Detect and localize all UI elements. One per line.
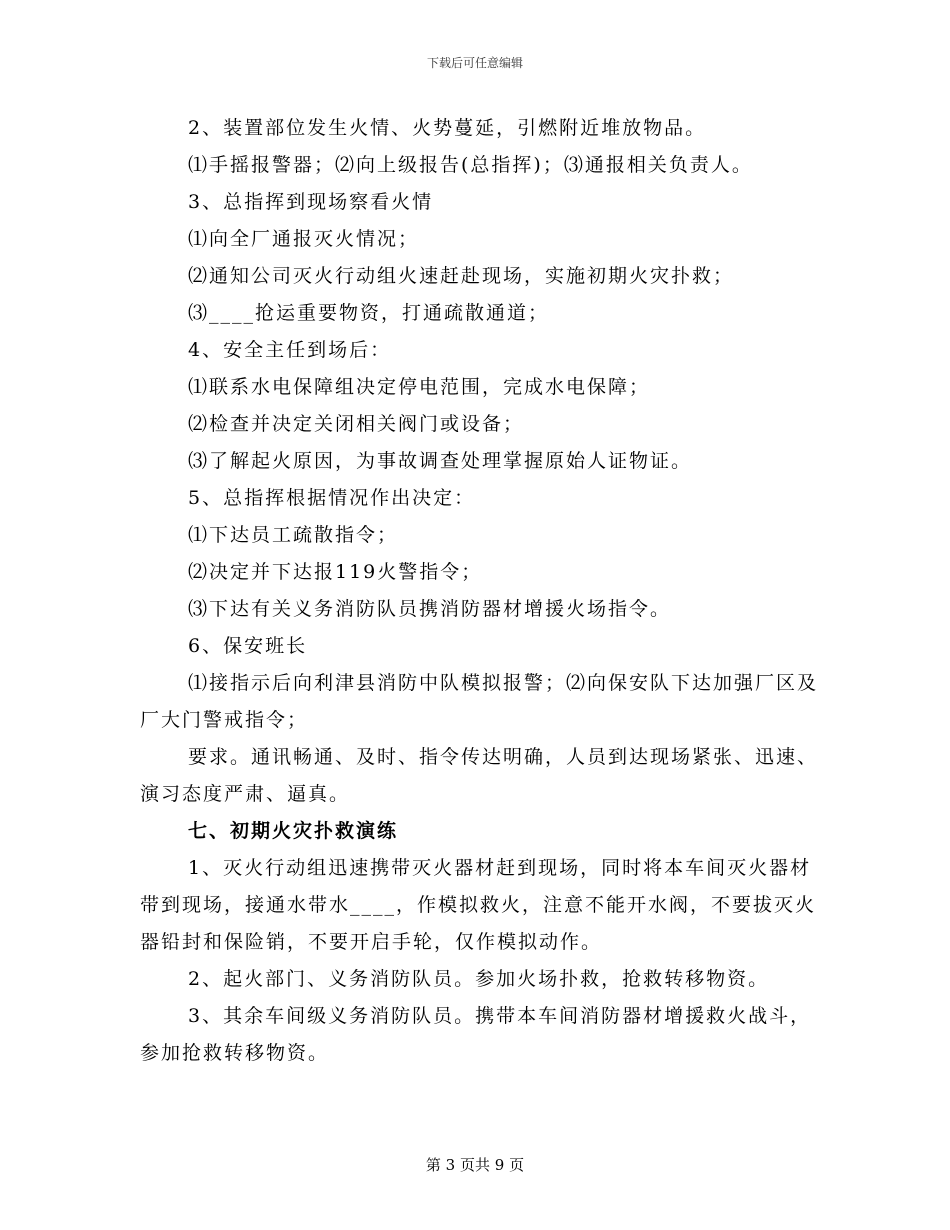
paragraph-sub: ⑶了解起火原因，为事故调查处理掌握原始人证物证。 [188,450,693,472]
paragraph-sub: ⑵决定并下达报119火警指令； [188,561,483,583]
paragraph-sub: ⑴接指示后向利津县消防中队模拟报警；⑵向保安队下达加强厂区及厂大门警戒指令； [140,672,819,731]
paragraph-sub: ⑵通知公司灭火行动组火速赶赴现场，实施初期火灾扑救； [188,265,735,287]
paragraph-item-3: 3、总指挥到现场察看火情 [188,191,434,213]
paragraph-item-2: 2、装置部位发生火情、火势蔓延，引燃附近堆放物品。 [188,117,707,139]
document-body [140,110,820,1072]
paragraph-requirement: 要求。通讯畅通、及时、指令传达明确，人员到达现场紧张、迅速、演习态度严肃、逼真。 [140,746,819,805]
paragraph-sub: ⑴联系水电保障组决定停电范围，完成水电保障； [188,376,651,398]
paragraph-sub: ⑶____抢运重要物资，打通疏散通道； [188,302,550,324]
paragraph-item-1: 1、灭火行动组迅速携带灭火器材赶到现场，同时将本车间灭火器材带到现场，接通水带水____，作模拟救火，注意不能开水阀，不要拔灭火器铅封和保险销，不要开启手轮，仅作模拟动作。 [140,857,817,953]
page-header: 下载后可任意编辑 [426,56,523,70]
paragraph-sub: ⑶下达有关义务消防队员携消防器材增援火场指令。 [188,598,672,620]
paragraph-sub: ⑴向全厂通报灭火情况； [188,228,420,250]
paragraph-item-5: 5、总指挥根据情况作出决定： [188,487,476,509]
paragraph-item-2b: 2、起火部门、义务消防队员。参加火场扑救，抢救转移物资。 [188,968,770,990]
paragraph-item-4: 4、安全主任到场后： [188,339,392,361]
paragraph-sub: ⑴手摇报警器；⑵向上级报告(总指挥)；⑶通报相关负责人。 [188,154,753,176]
paragraph-item-3b: 3、其余车间级义务消防队员。携带本车间消防器材增援救火战斗，参加抢救转移物资。 [140,1005,812,1064]
paragraph-sub: ⑴下达员工疏散指令； [188,524,399,546]
section-heading: 七、初期火灾扑救演练 [188,820,399,842]
paragraph-item-6: 6、保安班长 [188,635,308,657]
page-number: 第 3 页共 9 页 [425,1156,525,1174]
paragraph-sub: ⑵检查并决定关闭相关阀门或设备； [188,413,525,435]
